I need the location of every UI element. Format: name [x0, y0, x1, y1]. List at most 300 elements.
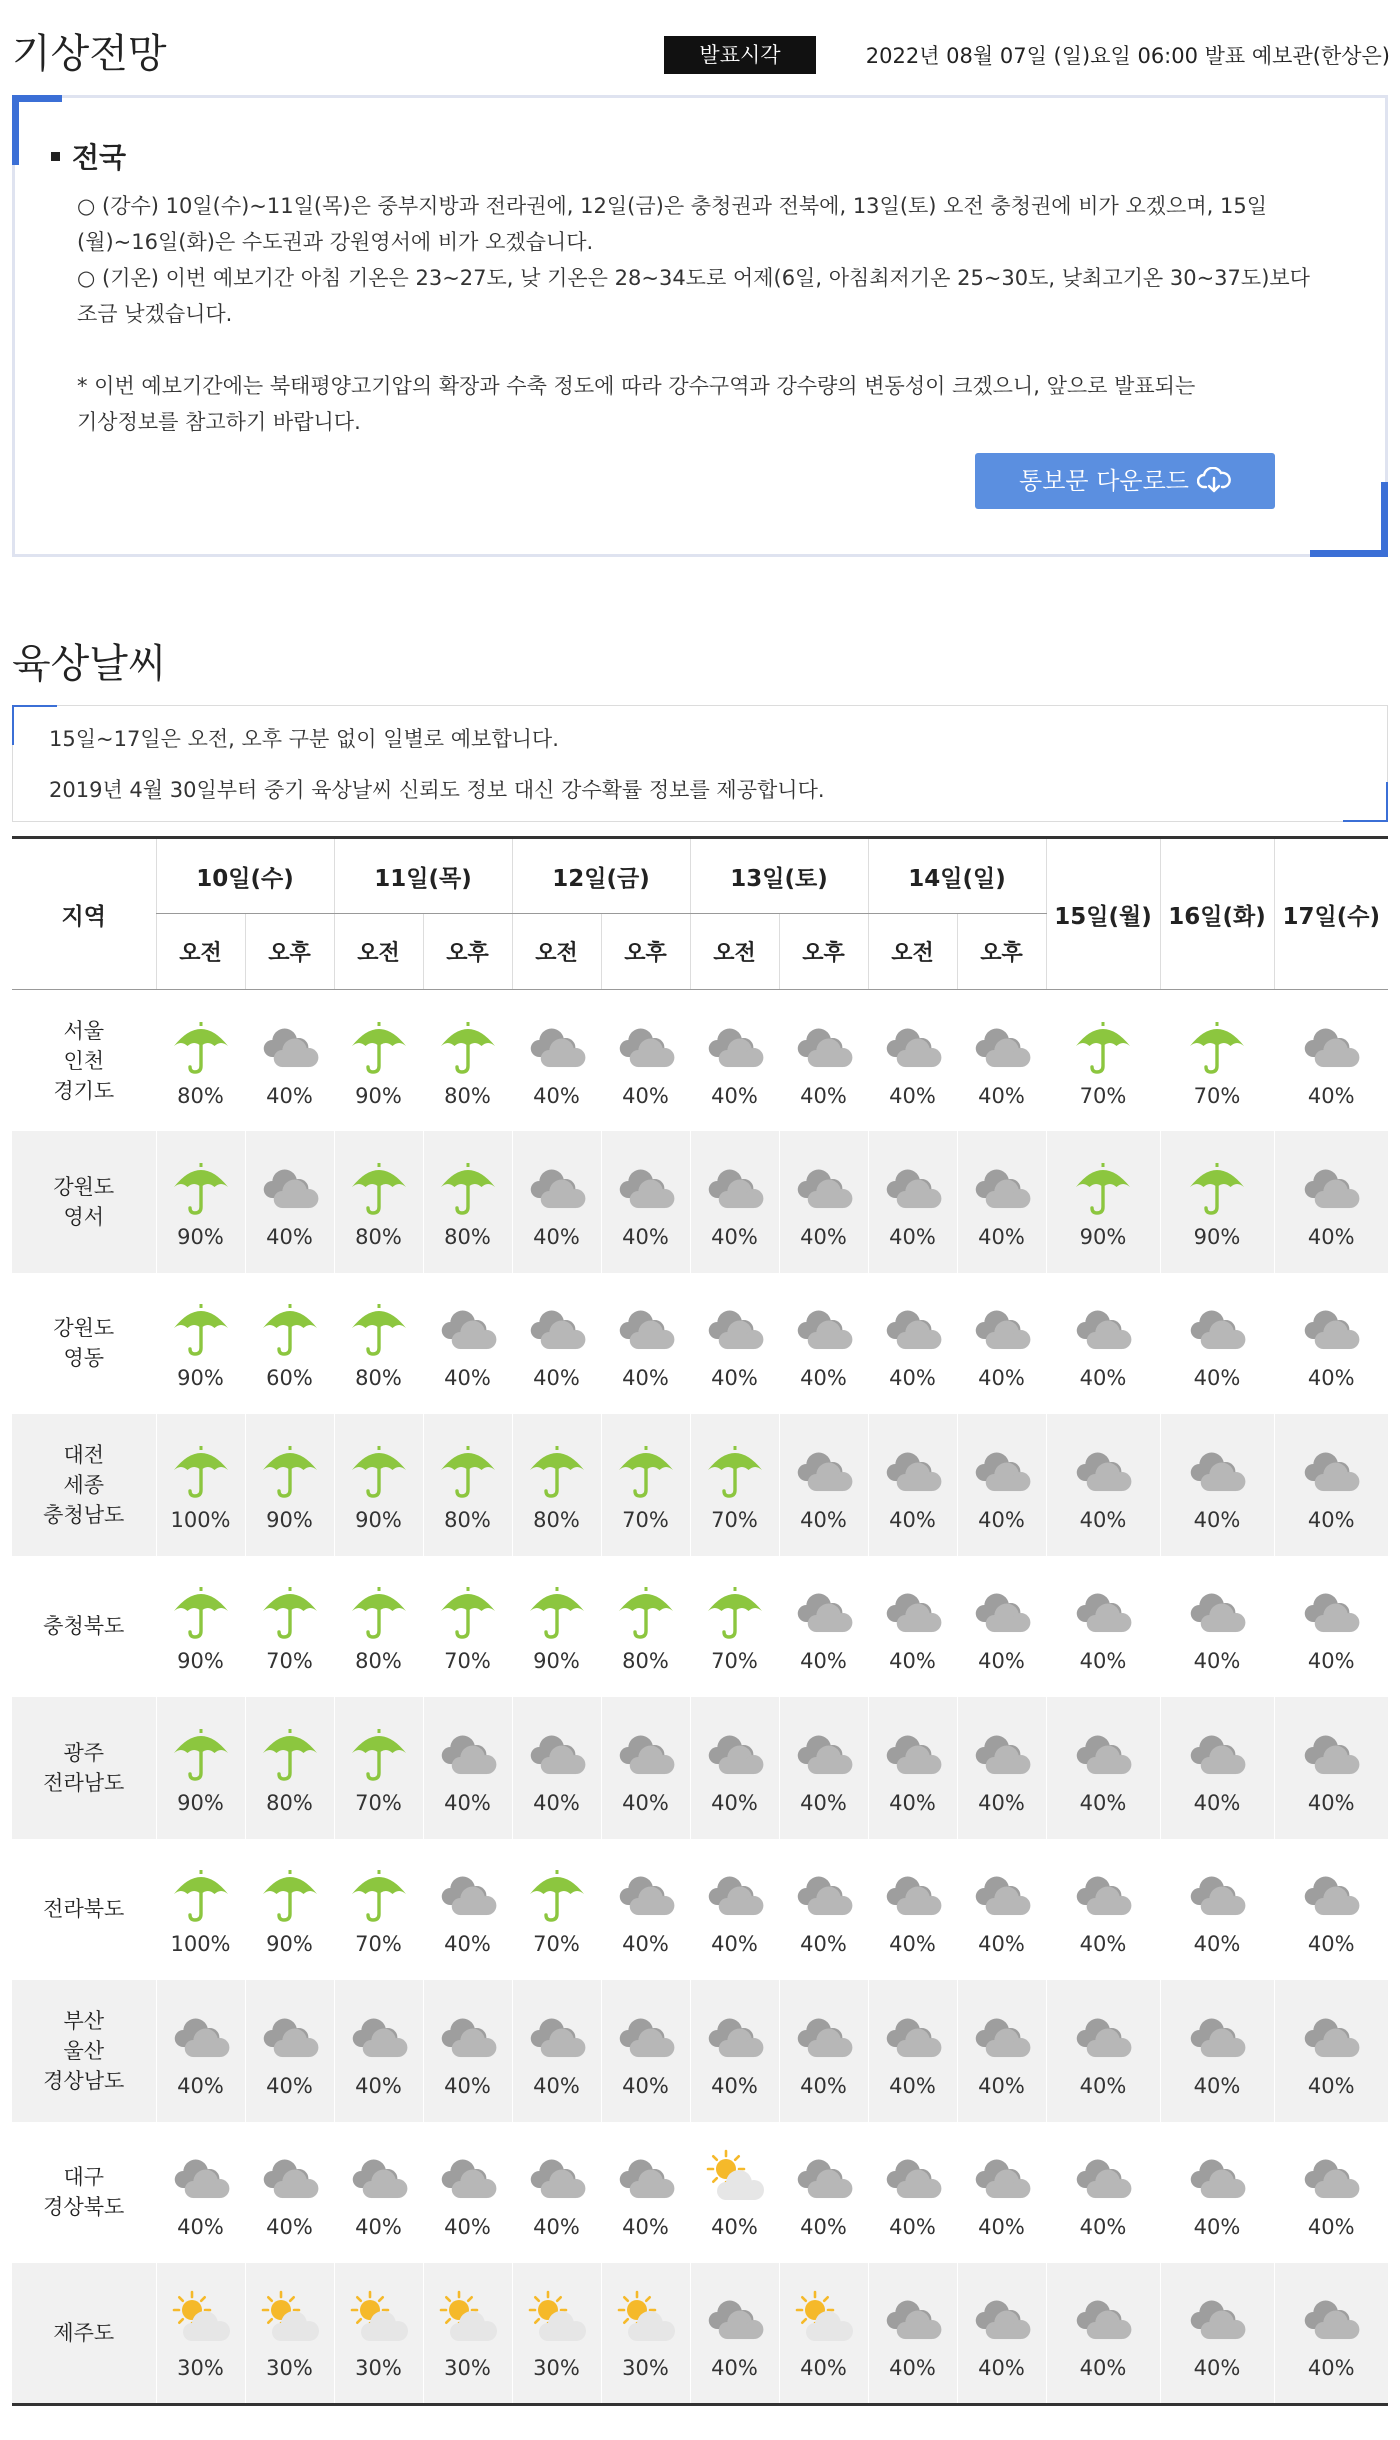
forecast-cell [779, 990, 868, 1132]
download-bulletin-button[interactable] [975, 453, 1275, 509]
forecast-cell [601, 2263, 690, 2405]
region-cell [12, 1131, 156, 1273]
forecast-cell [601, 1556, 690, 1698]
precipitation-probability: 40% [800, 1649, 847, 1674]
issue-time-text: 2022년 08월 07일 (일)요일 06:00 발표 예보관(한상은) [865, 44, 1390, 68]
precipitation-probability: 70% [444, 1649, 491, 1674]
forecast-cell [334, 1414, 423, 1556]
forecast-cell [779, 1414, 868, 1556]
precipitation-probability: 40% [622, 1083, 669, 1108]
summary-body [77, 188, 1357, 440]
cloud-icon [435, 2149, 501, 2209]
afternoon-column-header: 오후 [245, 914, 334, 990]
cloud-icon [880, 1583, 946, 1643]
precipitation-probability: 40% [444, 2215, 491, 2240]
summary-line: (월)~16일(화)은 수도권과 강원영서에 비가 오겠습니다. [77, 230, 594, 254]
forecast-cell [868, 1980, 957, 2122]
afternoon-column-header: 오후 [601, 914, 690, 990]
forecast-cell [156, 1131, 245, 1273]
forecast-cell [1274, 1131, 1388, 1273]
forecast-cell [690, 1273, 779, 1415]
precipitation-probability: 40% [800, 2073, 847, 2098]
forecast-cell [156, 1980, 245, 2122]
precipitation-probability: 40% [800, 1083, 847, 1108]
cloud-icon [1070, 1442, 1136, 1502]
precipitation-probability: 80% [355, 1649, 402, 1674]
region-name: 전라남도 [43, 1770, 125, 1795]
precipitation-probability: 40% [622, 1790, 669, 1815]
cloud-icon [969, 2008, 1035, 2068]
umbrella-icon [524, 1866, 590, 1926]
precipitation-probability: 90% [355, 1083, 402, 1108]
precipitation-probability: 40% [444, 1790, 491, 1815]
forecast-cell [1160, 1414, 1274, 1556]
precipitation-probability: 70% [355, 1790, 402, 1815]
region-name: 충청남도 [43, 1502, 125, 1527]
table-row [12, 1131, 1388, 1273]
summary-heading: 전국 [51, 136, 126, 176]
cloud-icon [702, 1159, 768, 1219]
umbrella-icon [168, 1300, 234, 1360]
precipitation-probability: 90% [533, 1649, 580, 1674]
forecast-cell [868, 990, 957, 1132]
precipitation-probability: 40% [978, 2073, 1025, 2098]
forecast-cell [1160, 990, 1274, 1132]
umbrella-icon [1070, 1018, 1136, 1078]
precipitation-probability: 40% [1079, 1932, 1127, 1957]
umbrella-icon [168, 1583, 234, 1643]
forecast-cell [690, 1556, 779, 1698]
cloud-icon [1184, 2008, 1250, 2068]
precipitation-probability: 40% [889, 1366, 936, 1391]
precipitation-probability: 100% [170, 1507, 231, 1532]
cloud-icon [880, 1300, 946, 1360]
cloud-icon [257, 2149, 323, 2209]
forecast-cell [245, 1414, 334, 1556]
forecast-cell [334, 1839, 423, 1981]
precipitation-probability: 90% [1079, 1224, 1127, 1249]
region-name: 울산 [63, 2038, 105, 2063]
cloud-icon [880, 2290, 946, 2350]
morning-column-header: 오전 [334, 914, 423, 990]
day-column-header: 14일(일) [868, 838, 1046, 914]
day-column-header: 16일(화) [1160, 838, 1274, 990]
morning-column-header: 오전 [512, 914, 601, 990]
forecast-cell [156, 1414, 245, 1556]
notice-line: 15일~17일은 오전, 오후 구분 없이 일별로 예보합니다. [49, 727, 559, 751]
forecast-cell [1046, 1131, 1160, 1273]
cloud-icon [969, 1725, 1035, 1785]
umbrella-icon [1070, 1159, 1136, 1219]
summary-line: 조금 낮겠습니다. [77, 302, 233, 326]
precipitation-probability: 70% [355, 1932, 402, 1957]
forecast-cell [512, 990, 601, 1132]
precipitation-probability: 40% [444, 1932, 491, 1957]
precipitation-probability: 40% [711, 1932, 758, 1957]
sun-cloud-icon [613, 2290, 679, 2350]
umbrella-icon [1184, 1018, 1250, 1078]
cloud-icon [524, 1300, 590, 1360]
cloud-icon [613, 1018, 679, 1078]
cloud-icon [524, 2008, 590, 2068]
day-column-header: 11일(목) [334, 838, 512, 914]
forecast-cell [423, 1980, 512, 2122]
morning-column-header: 오전 [690, 914, 779, 990]
day-column-header: 13일(토) [690, 838, 868, 914]
forecast-cell [1046, 1697, 1160, 1839]
corner-accent [12, 95, 19, 165]
precipitation-probability: 40% [533, 2215, 580, 2240]
umbrella-icon [524, 1583, 590, 1643]
region-name: 영서 [63, 1204, 105, 1229]
precipitation-probability: 40% [177, 2215, 224, 2240]
sun-cloud-icon [435, 2290, 501, 2350]
cloud-icon [791, 1300, 857, 1360]
cloud-icon [791, 1159, 857, 1219]
forecast-cell [1046, 990, 1160, 1132]
cloud-icon [880, 2149, 946, 2209]
cloud-icon [524, 2149, 590, 2209]
region-name: 부산 [63, 2008, 105, 2033]
umbrella-icon [702, 1442, 768, 1502]
precipitation-probability: 40% [889, 2073, 936, 2098]
forecast-cell [868, 1273, 957, 1415]
precipitation-probability: 40% [800, 1932, 847, 1957]
cloud-icon [969, 2149, 1035, 2209]
cloud-icon [880, 1442, 946, 1502]
precipitation-probability: 40% [1307, 1649, 1355, 1674]
umbrella-icon [435, 1442, 501, 1502]
table-row [12, 2122, 1388, 2264]
region-name: 대구 [63, 2165, 105, 2190]
table-row [12, 1556, 1388, 1698]
cloud-icon [1070, 2008, 1136, 2068]
afternoon-column-header: 오후 [779, 914, 868, 990]
forecast-cell [690, 1697, 779, 1839]
umbrella-icon [435, 1018, 501, 1078]
forecast-cell [1274, 1414, 1388, 1556]
precipitation-probability: 40% [1193, 1507, 1241, 1532]
region-name: 광주 [63, 1740, 105, 1765]
cloud-icon [1298, 1725, 1364, 1785]
table-row [12, 1980, 1388, 2122]
cloud-icon [613, 2008, 679, 2068]
precipitation-probability: 40% [622, 1366, 669, 1391]
forecast-cell [957, 1839, 1046, 1981]
cloud-icon [791, 2149, 857, 2209]
precipitation-probability: 100% [170, 1932, 231, 1957]
region-name: 충청북도 [43, 1614, 125, 1639]
region-name: 경상북도 [43, 2195, 125, 2220]
precipitation-probability: 40% [978, 2356, 1025, 2380]
cloud-icon [969, 1018, 1035, 1078]
region-cell [12, 2122, 156, 2264]
forecast-cell [868, 1414, 957, 1556]
table-row [12, 1697, 1388, 1839]
forecast-cell [156, 1273, 245, 1415]
cloud-icon [1184, 2290, 1250, 2350]
summary-note: 기상정보를 참고하기 바랍니다. [77, 410, 361, 434]
forecast-cell [1160, 2122, 1274, 2264]
cloud-icon [524, 1018, 590, 1078]
forecast-cell [957, 1980, 1046, 2122]
region-cell [12, 2263, 156, 2405]
precipitation-probability: 40% [711, 1366, 758, 1391]
precipitation-probability: 90% [177, 1790, 224, 1815]
umbrella-icon [524, 1442, 590, 1502]
forecast-cell [423, 990, 512, 1132]
precipitation-probability: 40% [889, 1083, 936, 1108]
cloud-icon [1070, 1583, 1136, 1643]
forecast-cell [779, 2263, 868, 2405]
precipitation-probability: 40% [1307, 1083, 1355, 1108]
cloud-icon [1298, 1018, 1364, 1078]
precipitation-probability: 40% [1079, 1790, 1127, 1815]
umbrella-icon [257, 1725, 323, 1785]
forecast-cell [779, 1273, 868, 1415]
cloud-icon [1298, 1442, 1364, 1502]
precipitation-probability: 40% [1307, 2073, 1355, 2098]
precipitation-probability: 40% [800, 1366, 847, 1391]
table-row [12, 990, 1388, 1132]
cloud-icon [1184, 1583, 1250, 1643]
cloud-icon [702, 1300, 768, 1360]
precipitation-probability: 40% [1307, 1224, 1355, 1249]
forecast-cell [1274, 1273, 1388, 1415]
forecast-cell [156, 2263, 245, 2405]
precipitation-probability: 80% [355, 1224, 402, 1249]
cloud-icon [1184, 2149, 1250, 2209]
precipitation-probability: 40% [266, 1224, 313, 1249]
umbrella-icon [257, 1866, 323, 1926]
precipitation-probability: 40% [1079, 1507, 1127, 1532]
land-weather-notice [12, 705, 1388, 822]
precipitation-probability: 40% [1307, 2356, 1355, 2380]
cloud-icon [969, 1159, 1035, 1219]
cloud-icon [1070, 1866, 1136, 1926]
precipitation-probability: 40% [800, 1224, 847, 1249]
precipitation-probability: 30% [355, 2356, 402, 2380]
forecast-cell [690, 1414, 779, 1556]
region-cell [12, 1697, 156, 1839]
precipitation-probability: 40% [533, 1366, 580, 1391]
cloud-icon [1070, 2290, 1136, 2350]
precipitation-probability: 40% [1193, 1790, 1241, 1815]
precipitation-probability: 40% [978, 1083, 1025, 1108]
region-name: 영동 [63, 1346, 105, 1371]
afternoon-column-header: 오후 [957, 914, 1046, 990]
cloud-icon [435, 1866, 501, 1926]
precipitation-probability: 40% [711, 2356, 758, 2380]
cloud-icon [435, 2008, 501, 2068]
region-cell [12, 1273, 156, 1415]
forecast-cell [1046, 1273, 1160, 1415]
precipitation-probability: 40% [355, 2073, 402, 2098]
forecast-cell [957, 1556, 1046, 1698]
forecast-cell [779, 1839, 868, 1981]
precipitation-probability: 80% [444, 1224, 491, 1249]
region-name: 경기도 [53, 1078, 115, 1103]
forecast-cell [423, 1414, 512, 1556]
umbrella-icon [346, 1442, 412, 1502]
forecast-cell [690, 2122, 779, 2264]
forecast-cell [423, 1839, 512, 1981]
precipitation-probability: 40% [711, 1083, 758, 1108]
precipitation-probability: 40% [978, 1224, 1025, 1249]
umbrella-icon [168, 1725, 234, 1785]
day-column-header: 17일(수) [1274, 838, 1388, 990]
precipitation-probability: 40% [889, 1224, 936, 1249]
precipitation-probability: 40% [266, 1083, 313, 1108]
precipitation-probability: 40% [1079, 2356, 1127, 2380]
cloud-icon [702, 1866, 768, 1926]
precipitation-probability: 40% [978, 1649, 1025, 1674]
sun-cloud-icon [168, 2290, 234, 2350]
umbrella-icon [346, 1866, 412, 1926]
precipitation-probability: 30% [444, 2356, 491, 2380]
forecast-cell [1160, 1556, 1274, 1698]
cloud-icon [1298, 1159, 1364, 1219]
precipitation-probability: 40% [978, 2215, 1025, 2240]
forecast-cell [868, 1556, 957, 1698]
precipitation-probability: 70% [266, 1649, 313, 1674]
cloud-icon [257, 2008, 323, 2068]
umbrella-icon [613, 1442, 679, 1502]
forecast-cell [1274, 2263, 1388, 2405]
precipitation-probability: 40% [355, 2215, 402, 2240]
cloud-icon [613, 1866, 679, 1926]
umbrella-icon [168, 1018, 234, 1078]
precipitation-probability: 40% [978, 1790, 1025, 1815]
precipitation-probability: 70% [711, 1649, 758, 1674]
forecast-cell [245, 1131, 334, 1273]
precipitation-probability: 80% [355, 1366, 402, 1391]
precipitation-probability: 70% [622, 1507, 669, 1532]
table-row [12, 1839, 1388, 1981]
forecast-cell [1160, 1980, 1274, 2122]
forecast-cell [957, 990, 1046, 1132]
forecast-cell [423, 1697, 512, 1839]
forecast-cell [868, 1839, 957, 1981]
forecast-cell [1046, 2263, 1160, 2405]
precipitation-probability: 40% [1307, 1932, 1355, 1957]
cloud-icon [702, 2290, 768, 2350]
cloud-icon [257, 1018, 323, 1078]
precipitation-probability: 40% [711, 1790, 758, 1815]
forecast-cell [690, 1131, 779, 1273]
precipitation-probability: 90% [1193, 1224, 1241, 1249]
sun-cloud-icon [702, 2149, 768, 2209]
forecast-cell [868, 1131, 957, 1273]
forecast-cell [1160, 1697, 1274, 1839]
umbrella-icon [613, 1583, 679, 1643]
forecast-cell [601, 1980, 690, 2122]
forecast-cell [512, 1131, 601, 1273]
precipitation-probability: 80% [177, 1083, 224, 1108]
region-cell [12, 1839, 156, 1981]
cloud-icon [346, 2149, 412, 2209]
precipitation-probability: 90% [177, 1224, 224, 1249]
forecast-cell [1160, 1131, 1274, 1273]
precipitation-probability: 70% [1079, 1083, 1127, 1108]
cloud-icon [791, 2008, 857, 2068]
precipitation-probability: 40% [889, 1790, 936, 1815]
summary-line: ○ (강수) 10일(수)~11일(목)은 중부지방과 전라권에, 12일(금)은 충청권과 전북에, 13일(토) 오전 충청권에 비가 오겠으며, 15일 [77, 194, 1267, 218]
precipitation-probability: 30% [177, 2356, 224, 2380]
cloud-icon [702, 1018, 768, 1078]
forecast-cell [868, 1697, 957, 1839]
umbrella-icon [168, 1866, 234, 1926]
summary-line: ○ (기온) 이번 예보기간 아침 기온은 23~27도, 낮 기온은 28~34도로 어제(6일, 아침최저기온 25~30도, 낮최고기온 30~37도)보다 [77, 266, 1310, 290]
forecast-cell [690, 990, 779, 1132]
precipitation-probability: 40% [889, 1932, 936, 1957]
cloud-icon [969, 1583, 1035, 1643]
cloud-icon [1298, 1866, 1364, 1926]
cloud-icon [969, 1300, 1035, 1360]
cloud-icon [524, 1725, 590, 1785]
precipitation-probability: 40% [177, 2073, 224, 2098]
precipitation-probability: 40% [711, 2215, 758, 2240]
forecast-cell [957, 2122, 1046, 2264]
afternoon-column-header: 오후 [423, 914, 512, 990]
precipitation-probability: 90% [177, 1366, 224, 1391]
region-cell [12, 990, 156, 1132]
forecast-cell [423, 2122, 512, 2264]
precipitation-probability: 40% [622, 1224, 669, 1249]
region-column-header: 지역 [12, 838, 156, 990]
umbrella-icon [257, 1300, 323, 1360]
region-name: 대전 [63, 1442, 105, 1467]
forecast-cell [245, 2263, 334, 2405]
precipitation-probability: 40% [1079, 2215, 1127, 2240]
summary-note: * 이번 예보기간에는 북태평양고기압의 확장과 수축 정도에 따라 강수구역과 강수량의 변동성이 크겠으니, 앞으로 발표되는 [77, 374, 1196, 398]
forecast-cell [245, 1980, 334, 2122]
land-weather-title: 육상날씨 [12, 641, 167, 687]
precipitation-probability: 40% [1193, 2356, 1241, 2380]
cloud-icon [168, 2149, 234, 2209]
region-cell [12, 1556, 156, 1698]
forecast-cell [156, 2122, 245, 2264]
cloud-icon [613, 1300, 679, 1360]
precipitation-probability: 30% [622, 2356, 669, 2380]
cloud-icon [1184, 1442, 1250, 1502]
cloud-icon [435, 1300, 501, 1360]
forecast-cell [245, 1839, 334, 1981]
region-name: 서울 [63, 1018, 105, 1043]
cloud-icon [880, 1159, 946, 1219]
forecast-cell [334, 1131, 423, 1273]
forecast-cell [690, 2263, 779, 2405]
forecast-cell [779, 1697, 868, 1839]
cloud-icon [1184, 1300, 1250, 1360]
forecast-cell [245, 1556, 334, 1698]
forecast-cell [601, 2122, 690, 2264]
precipitation-probability: 40% [1079, 1366, 1127, 1391]
precipitation-probability: 40% [533, 2073, 580, 2098]
umbrella-icon [435, 1159, 501, 1219]
precipitation-probability: 40% [889, 1649, 936, 1674]
forecast-cell [156, 990, 245, 1132]
forecast-cell [156, 1556, 245, 1698]
cloud-icon [791, 1442, 857, 1502]
forecast-cell [423, 1131, 512, 1273]
forecast-cell [690, 1980, 779, 2122]
sun-cloud-icon [524, 2290, 590, 2350]
region-name: 전라북도 [43, 1897, 125, 1922]
cloud-icon [346, 2008, 412, 2068]
day-column-header: 15일(월) [1046, 838, 1160, 990]
forecast-cell [868, 2122, 957, 2264]
